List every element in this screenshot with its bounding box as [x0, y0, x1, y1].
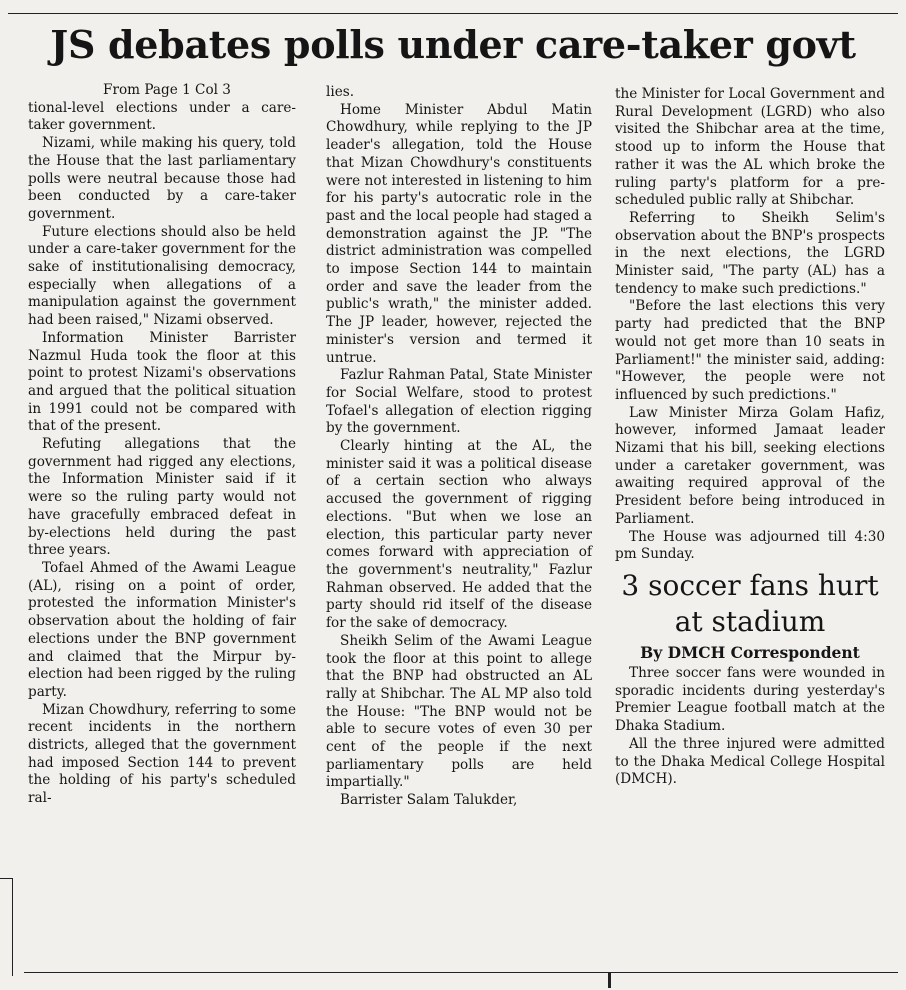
paragraph: Barrister Salam Talukder,: [340, 792, 518, 809]
paragraph: Clearly hinting at the AL, the minister said it was a political disease of a certain section who always accused the government of rigging elections. "But when we lose an election, this particular party never comes forward with appreciation of the government's neutrality," Fazlur Rahman observed. He added that the party should rid itself of the disease for the sake of democracy.: [326, 438, 592, 632]
paragraph: Three soccer fans were wounded in sporadic incidents during yesterday's Premier League football match at the Dhaka Stadium.: [615, 664, 885, 735]
paragraph: All the three injured were admitted to the Dhaka Medical College Hospital (DMCH).: [615, 735, 885, 788]
paragraph: The House was adjourned till 4:30 pm Sunday.: [615, 528, 885, 563]
paragraph: Sheikh Selim of the Awami League took the floor at this point to allege that the BNP had obstructed an AL rally at Shibchar. The AL MP also told the House: "The BNP would not be able to secure votes of even 30 per cent of the people if the next parliamentary polls are held impartially.": [326, 632, 592, 791]
dateline: From Page 1 Col 3: [103, 82, 231, 98]
paragraph: the Minister for Local Government and Rural Development (LGRD) who also visited the Shibchar area at the time, stood up to inform the House that rather it was the AL which broke the ruling party's platform for a pre-scheduled public rally at Shibchar.: [615, 86, 885, 209]
left-vertical-rule: [12, 878, 13, 976]
secondary-headline: 3 soccer fans hurt at stadium: [621, 568, 879, 638]
paragraph: Future elections should also be held under a care-taker government for the sake of institutionalising democracy, especially when allegations of a manipulation against the government had been raised," Nizami observed.: [28, 223, 296, 329]
paragraph: Fazlur Rahman Patal, State Minister for Social Welfare, stood to protest Tofael's allegation of election rigging by the government.: [326, 367, 592, 437]
headline: JS debates polls under care-taker govt: [50, 22, 856, 67]
paragraph: Information Minister Barrister Nazmul Huda took the floor at this point to protest Nizami's observations and argued that the political situation in 1991 could not be compared with that of the present.: [28, 329, 296, 435]
paragraph: lies.: [326, 84, 355, 100]
byline: By DMCH Correspondent: [640, 642, 860, 662]
article-column-3: [615, 86, 885, 789]
paragraph: "Before the last elections this very party had predicted that the BNP would not get more than 10 seats in Parliament!" the minister said, adding: "However, the people were not influenced by such predictions.": [615, 298, 885, 403]
paragraph: Referring to Sheikh Selim's observation about the BNP's prospects in the next elections, the LGRD Minister said, "The party (AL) has a tendency to make such predictions.": [615, 209, 885, 297]
paragraph: Home Minister Abdul Matin Chowdhury, while replying to the JP leader's allegation, told the House that Mizan Chowdhury's constituents were not interested in listening to him for his party's autocratic role in the past and the local people had staged a demonstration against the JP. "The district administration was compelled to impose Section 144 to maintain order and save the leader from the public's wrath," the minister added. The JP leader, however, rejected the minister's version and termed it untrue.: [326, 101, 592, 366]
paragraph: Nizami, while making his query, told the House that the last parliamentary polls were neutral because those had been conducted by a care-taker government.: [28, 135, 296, 222]
paragraph: Tofael Ahmed of the Awami League (AL), rising on a point of order, protested the information Minister's observation about the holding of fair elections under the BNP government and claimed that the Mirpur by-election had been rigged by the ruling party.: [28, 559, 296, 700]
article-column-2: [326, 84, 592, 810]
page-edge-mark: [608, 972, 623, 988]
paragraph: Mizan Chowdhury, referring to some recent incidents in the northern districts, alleged that the government had imposed Section 144 to prevent the holding of his party's scheduled ral-: [28, 701, 296, 807]
paragraph: Refuting allegations that the government had rigged any elections, the Information Minister said if it were so the ruling party would not have gracefully embraced defeat in by-elections held during the past three years.: [28, 436, 296, 559]
paragraph: Law Minister Mirza Golam Hafiz, however, informed Jamaat leader Nizami that his bill, seeking elections under a caretaker government, was awaiting required approval of the President before being introduced in Parliament.: [615, 404, 885, 527]
paragraph: tional-level elections under a care-taker government.: [28, 99, 296, 134]
article-column-1: [28, 82, 296, 808]
top-rule: [8, 13, 898, 14]
bottom-rule: [24, 972, 898, 973]
